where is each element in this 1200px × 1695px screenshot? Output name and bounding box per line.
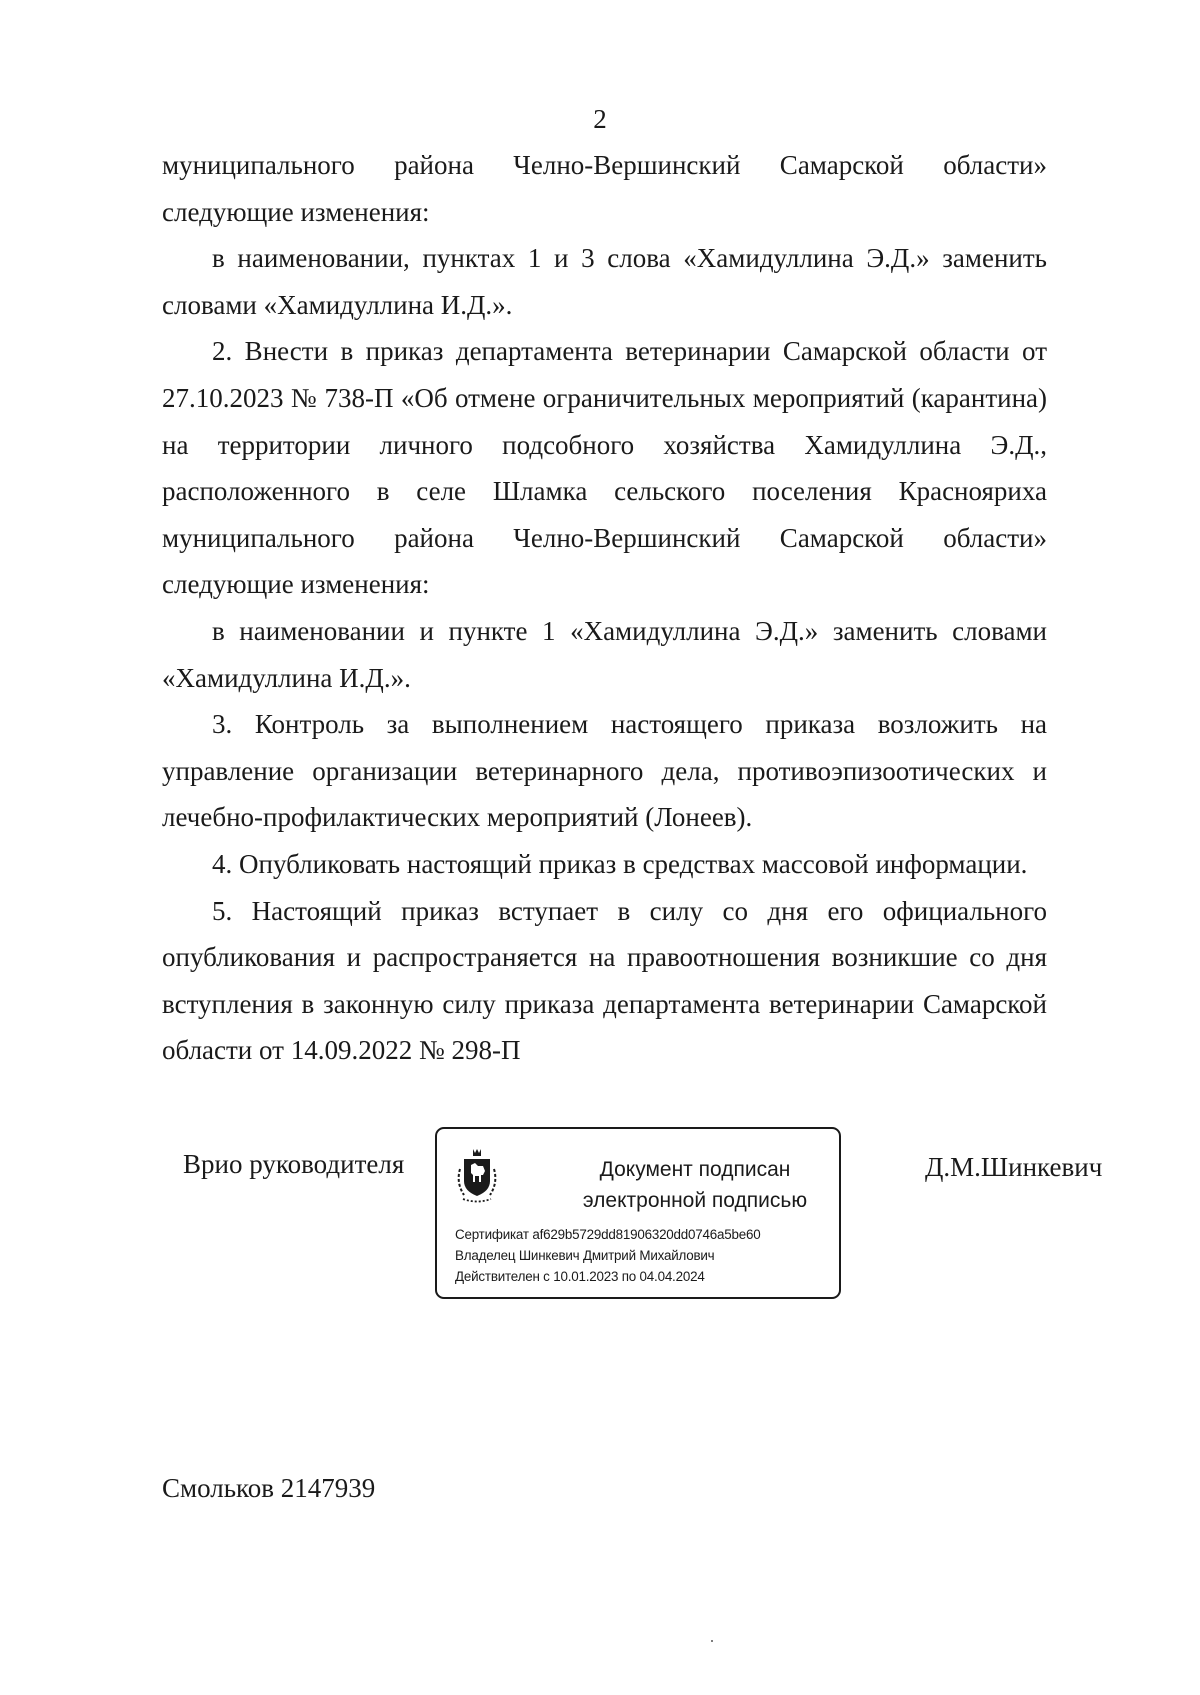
samara-coat-of-arms-icon <box>451 1147 503 1209</box>
signer-position: Врио руководителя <box>183 1149 405 1179</box>
certificate-validity: Действителен с 10.01.2023 по 04.04.2024 <box>455 1269 705 1284</box>
paragraph: 4. Опубликовать настоящий приказ в средствах массовой информации. <box>212 848 1028 879</box>
page-number: 2 <box>593 104 607 134</box>
signature-block <box>0 1127 1200 1307</box>
certificate-owner: Владелец Шинкевич Дмитрий Михайлович <box>455 1248 715 1263</box>
certificate-number: Сертификат af629b5729dd81906320dd0746a5be60 <box>455 1227 761 1242</box>
stamp-title-line: электронной подписью <box>582 1189 808 1212</box>
paragraph: в наименовании, пунктах 1 и 3 слова «Хамидуллина Э.Д.» заменить словами «Хамидуллина И.Д.». <box>162 243 1047 320</box>
signer-name: Д.М.Шинкевич <box>925 1152 1103 1182</box>
paragraph: 2. Внести в приказ департамента ветеринарии Самарской области от 27.10.2023 № 738-П «Об отмене ограничительных мероприятий (карантина) на территории личного подсобного хозяйства Хамидуллина Э.Д., расположенного в селе Шламка сельского поселения Краснояриха муниципального района Челно-Вершинский Самарской области» следующие изменения: <box>162 336 1047 600</box>
scan-artifact <box>711 1640 713 1642</box>
paragraph: 5. Настоящий приказ вступает в силу со дня его официального опубликования и распространяется на правоотношения возникшие со дня вступления в законную силу приказа департамента ветеринарии Самарской области от 14.09.2022 № 298-П <box>162 895 1047 1066</box>
executor-contact: Смольков 2147939 <box>162 1473 376 1503</box>
paragraph: муниципального района Челно-Вершинский Самарской области» следующие изменения: <box>162 150 1047 227</box>
electronic-signature-stamp <box>435 1127 841 1299</box>
stamp-details <box>455 1224 835 1287</box>
paragraph: 3. Контроль за выполнением настоящего приказа возложить на управление организации ветеринарного дела, противоэпизоотических и лечебно-профилактических мероприятий (Лонеев). <box>162 709 1047 833</box>
document-body <box>162 142 1047 1074</box>
stamp-title <box>565 1154 825 1216</box>
stamp-title-line: Документ подписан <box>599 1158 791 1181</box>
paragraph: в наименовании и пункте 1 «Хамидуллина Э.Д.» заменить словами «Хамидуллина И.Д.». <box>162 615 1047 693</box>
